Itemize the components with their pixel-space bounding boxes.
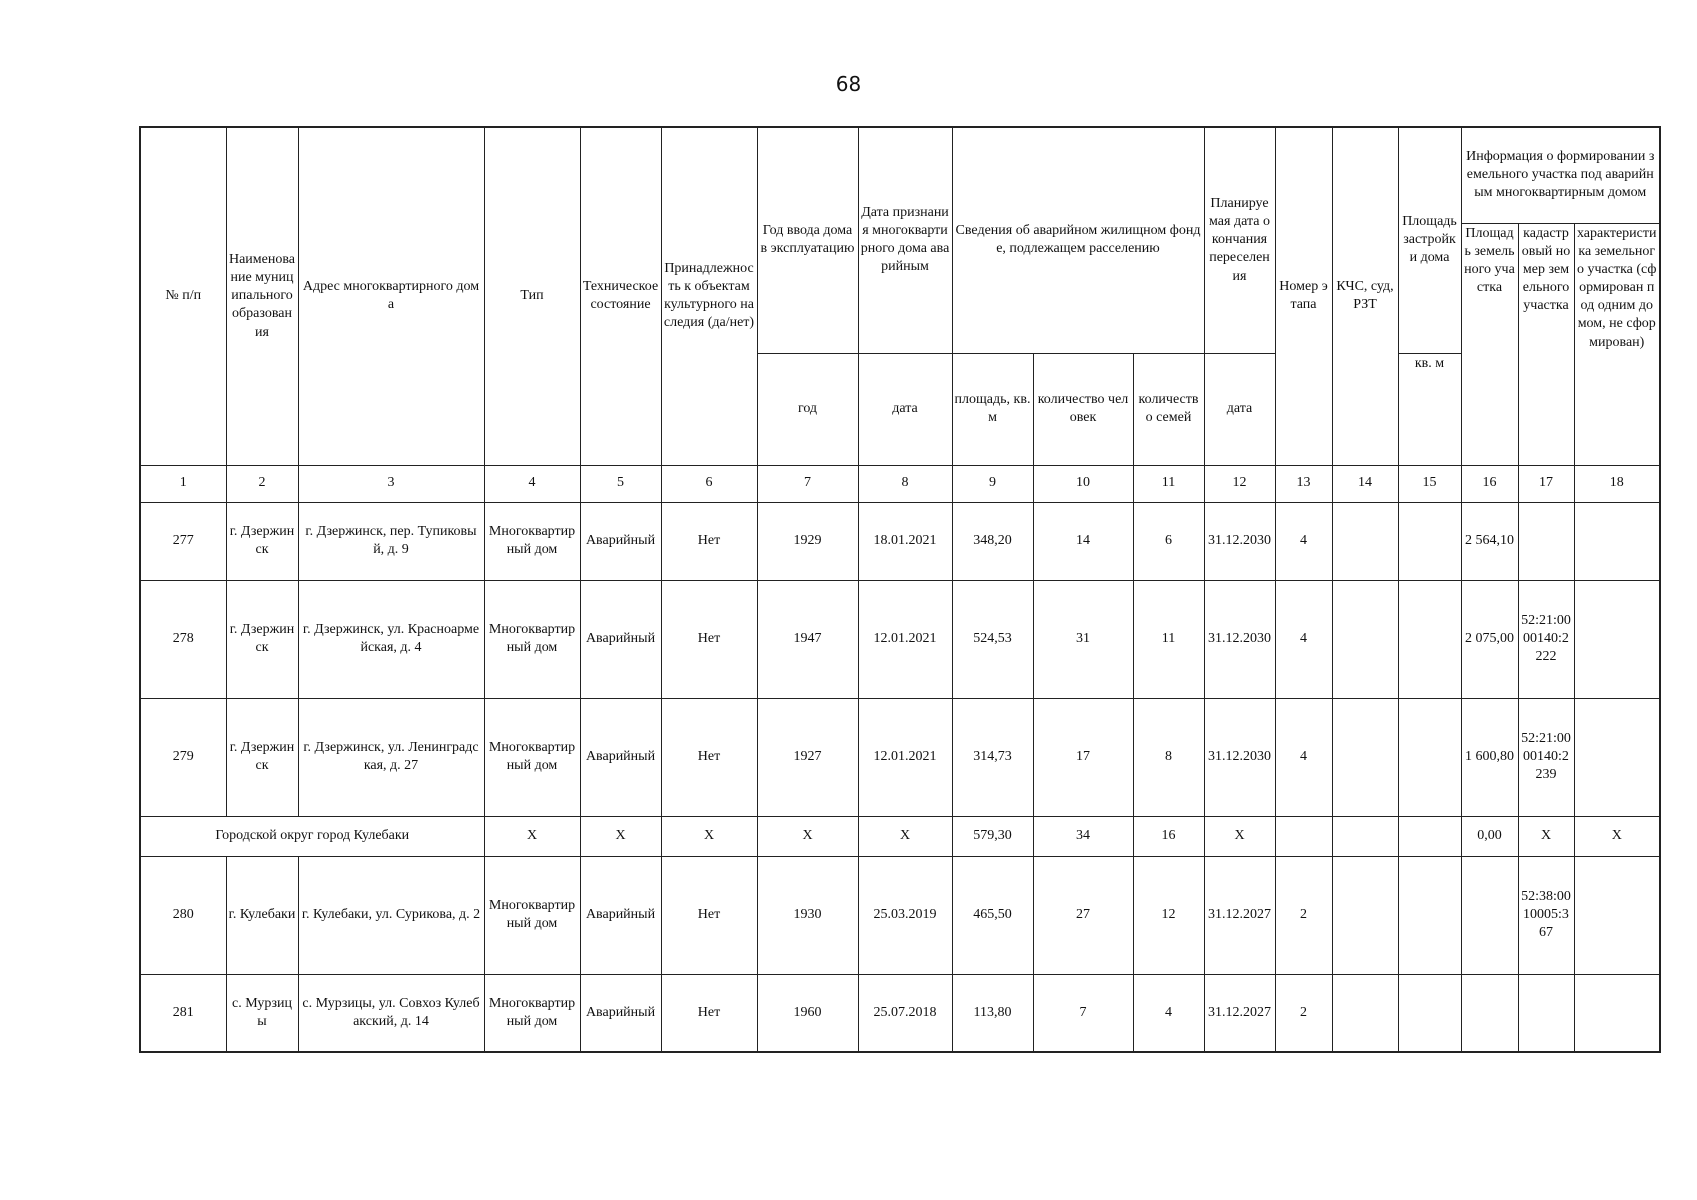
table-row <box>140 698 1660 816</box>
column-number: 17 <box>1518 465 1574 502</box>
cell: Нет <box>661 502 757 580</box>
cell: г. Дзержинск, ул. Ленинградская, д. 27 <box>298 698 484 816</box>
cell: Нет <box>661 580 757 698</box>
cell: 52:21:0000140:2222 <box>1518 580 1574 698</box>
table-row <box>140 580 1660 698</box>
cell <box>1518 502 1574 580</box>
cell: 8 <box>1133 698 1204 816</box>
cell: 281 <box>140 974 226 1052</box>
column-number-row <box>140 465 1660 502</box>
cell: 1 600,80 <box>1461 698 1518 816</box>
cell: 12.01.2021 <box>858 698 952 816</box>
column-number: 18 <box>1574 465 1660 502</box>
cell: 2 564,10 <box>1461 502 1518 580</box>
cell: 31.12.2030 <box>1204 502 1275 580</box>
cell: 12.01.2021 <box>858 580 952 698</box>
subtotal-label: Городской округ город Кулебаки <box>140 816 484 856</box>
table-row <box>140 502 1660 580</box>
column-number: 7 <box>757 465 858 502</box>
cell: X <box>1518 816 1574 856</box>
header-cell: Дата признания многоквартирного дома аварийным <box>858 127 952 353</box>
cell: 465,50 <box>952 856 1033 974</box>
subtotal-row <box>140 816 1660 856</box>
column-number: 11 <box>1133 465 1204 502</box>
cell <box>1275 816 1332 856</box>
cell: X <box>580 816 661 856</box>
cell: 31.12.2027 <box>1204 974 1275 1052</box>
header-cell: Тип <box>484 127 580 465</box>
cell: 279 <box>140 698 226 816</box>
page-number: 68 <box>835 72 862 96</box>
cell <box>1398 816 1461 856</box>
cell <box>1332 580 1398 698</box>
cell: 4 <box>1275 698 1332 816</box>
cell: г. Дзержинск, пер. Тупиковый, д. 9 <box>298 502 484 580</box>
cell: Аварийный <box>580 856 661 974</box>
cell: X <box>1204 816 1275 856</box>
column-number: 14 <box>1332 465 1398 502</box>
cell: 280 <box>140 856 226 974</box>
header-cell: дата <box>858 353 952 465</box>
cell: Нет <box>661 974 757 1052</box>
column-number: 5 <box>580 465 661 502</box>
column-number: 4 <box>484 465 580 502</box>
header-cell: КЧС, суд, РЗТ <box>1332 127 1398 465</box>
cell <box>1574 580 1660 698</box>
cell <box>1574 502 1660 580</box>
cell <box>1332 856 1398 974</box>
header-cell: кадастровый номер земельного участка <box>1518 223 1574 465</box>
cell: Аварийный <box>580 580 661 698</box>
header-cell: количество человек <box>1033 353 1133 465</box>
header-cell: Наименование муниципального образования <box>226 127 298 465</box>
cell: Нет <box>661 856 757 974</box>
cell: 52:21:0000140:2239 <box>1518 698 1574 816</box>
cell <box>1398 974 1461 1052</box>
header-cell: Площадь застройки дома <box>1398 127 1461 353</box>
cell <box>1398 502 1461 580</box>
column-number: 13 <box>1275 465 1332 502</box>
cell <box>1398 698 1461 816</box>
cell: 6 <box>1133 502 1204 580</box>
cell: X <box>757 816 858 856</box>
column-number: 3 <box>298 465 484 502</box>
cell: 11 <box>1133 580 1204 698</box>
table-row <box>140 974 1660 1052</box>
header-cell: кв. м <box>1398 353 1461 465</box>
cell: Многоквартирный дом <box>484 974 580 1052</box>
cell: Нет <box>661 698 757 816</box>
cell: 18.01.2021 <box>858 502 952 580</box>
cell: 579,30 <box>952 816 1033 856</box>
cell <box>1332 974 1398 1052</box>
header-cell: Сведения об аварийном жилищном фонде, подлежащем расселению <box>952 127 1204 353</box>
cell <box>1398 580 1461 698</box>
cell <box>1461 974 1518 1052</box>
cell: 1929 <box>757 502 858 580</box>
cell <box>1518 974 1574 1052</box>
cell: г. Дзержинск, ул. Красноармейская, д. 4 <box>298 580 484 698</box>
column-number: 1 <box>140 465 226 502</box>
cell: 113,80 <box>952 974 1033 1052</box>
cell: 524,53 <box>952 580 1033 698</box>
cell <box>1574 974 1660 1052</box>
cell: 34 <box>1033 816 1133 856</box>
header-cell: Планируемая дата окончания переселения <box>1204 127 1275 353</box>
cell <box>1461 856 1518 974</box>
column-number: 2 <box>226 465 298 502</box>
column-number: 15 <box>1398 465 1461 502</box>
cell: 278 <box>140 580 226 698</box>
cell: 17 <box>1033 698 1133 816</box>
cell: 14 <box>1033 502 1133 580</box>
column-number: 16 <box>1461 465 1518 502</box>
cell: 25.03.2019 <box>858 856 952 974</box>
header-cell: Техническое состояние <box>580 127 661 465</box>
cell: г. Дзержинск <box>226 580 298 698</box>
column-number: 8 <box>858 465 952 502</box>
cell: г. Кулебаки, ул. Сурикова, д. 2 <box>298 856 484 974</box>
cell: с. Мурзицы <box>226 974 298 1052</box>
header-cell: площадь, кв.м <box>952 353 1033 465</box>
cell: 31.12.2030 <box>1204 698 1275 816</box>
cell: Аварийный <box>580 698 661 816</box>
cell: 12 <box>1133 856 1204 974</box>
cell: 2 075,00 <box>1461 580 1518 698</box>
cell: 31 <box>1033 580 1133 698</box>
cell: 1947 <box>757 580 858 698</box>
column-number: 12 <box>1204 465 1275 502</box>
cell: Многоквартирный дом <box>484 856 580 974</box>
cell: X <box>1574 816 1660 856</box>
emergency-housing-table <box>139 126 1661 1053</box>
header-cell: Площадь земельного участка <box>1461 223 1518 465</box>
cell: 1927 <box>757 698 858 816</box>
header-row-1 <box>140 127 1660 223</box>
cell: г. Кулебаки <box>226 856 298 974</box>
cell <box>1332 816 1398 856</box>
cell: с. Мурзицы, ул. Совхоз Кулебакский, д. 14 <box>298 974 484 1052</box>
cell: 31.12.2027 <box>1204 856 1275 974</box>
cell: Многоквартирный дом <box>484 698 580 816</box>
cell: 4 <box>1275 580 1332 698</box>
cell: 31.12.2030 <box>1204 580 1275 698</box>
cell: 277 <box>140 502 226 580</box>
header-cell: Информация о формировании земельного участка под аварийным многоквартирным домом <box>1461 127 1660 223</box>
cell: 1960 <box>757 974 858 1052</box>
cell <box>1574 698 1660 816</box>
header-cell: характеристика земельного участка (сформирован под одним домом, не сформирован) <box>1574 223 1660 465</box>
cell: X <box>661 816 757 856</box>
cell: Аварийный <box>580 502 661 580</box>
cell: 16 <box>1133 816 1204 856</box>
cell <box>1574 856 1660 974</box>
cell: 2 <box>1275 856 1332 974</box>
header-cell: количество семей <box>1133 353 1204 465</box>
cell: Многоквартирный дом <box>484 502 580 580</box>
cell: Аварийный <box>580 974 661 1052</box>
cell: 1930 <box>757 856 858 974</box>
cell: 27 <box>1033 856 1133 974</box>
cell: г. Дзержинск <box>226 502 298 580</box>
header-cell: дата <box>1204 353 1275 465</box>
cell: 314,73 <box>952 698 1033 816</box>
cell: 4 <box>1133 974 1204 1052</box>
cell: 52:38:0010005:367 <box>1518 856 1574 974</box>
column-number: 6 <box>661 465 757 502</box>
cell: X <box>484 816 580 856</box>
cell <box>1332 698 1398 816</box>
header-cell: Адрес многоквартирного дома <box>298 127 484 465</box>
cell: 25.07.2018 <box>858 974 952 1052</box>
cell: 2 <box>1275 974 1332 1052</box>
cell: 0,00 <box>1461 816 1518 856</box>
header-cell: Год ввода дома в эксплуатацию <box>757 127 858 353</box>
cell: г. Дзержинск <box>226 698 298 816</box>
header-cell: № п/п <box>140 127 226 465</box>
cell: 4 <box>1275 502 1332 580</box>
cell: Многоквартирный дом <box>484 580 580 698</box>
cell: 7 <box>1033 974 1133 1052</box>
cell: 348,20 <box>952 502 1033 580</box>
cell: X <box>858 816 952 856</box>
header-cell: год <box>757 353 858 465</box>
header-cell: Принадлежность к объектам культурного наследия (да/нет) <box>661 127 757 465</box>
header-cell: Номер этапа <box>1275 127 1332 465</box>
column-number: 10 <box>1033 465 1133 502</box>
column-number: 9 <box>952 465 1033 502</box>
cell <box>1398 856 1461 974</box>
cell <box>1332 502 1398 580</box>
table-row <box>140 856 1660 974</box>
